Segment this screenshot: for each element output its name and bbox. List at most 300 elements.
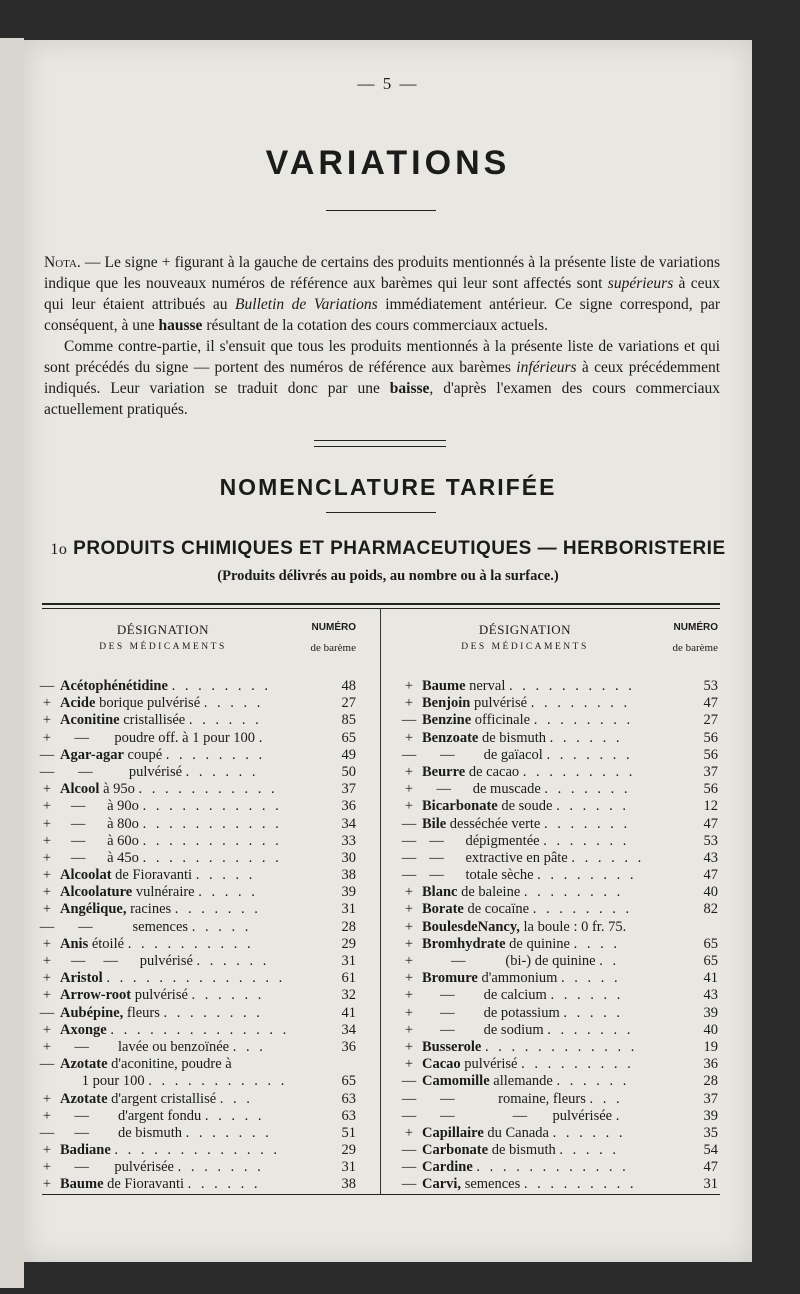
bareme-number: 43 (703, 987, 718, 1004)
product-detail: de cocaïne (463, 901, 530, 918)
variation-sign: — (39, 746, 55, 763)
table-row (38, 1039, 356, 1056)
variation-sign: + (42, 781, 52, 798)
product-bold: Acétophénétidine (60, 678, 168, 694)
table-row (38, 987, 356, 1004)
leader-dots: . . . . . . . . . . . . . . (110, 1021, 290, 1038)
section-title: PRODUITS CHIMIQUES ET PHARMACEUTIQUES — HERBORISTERIE (73, 538, 726, 559)
leader-dots: . . . . . . . (547, 1021, 634, 1038)
bareme-number: 39 (341, 884, 356, 901)
variation-sign: + (42, 1107, 52, 1124)
product-detail: de Fioravanti (111, 867, 193, 884)
product-detail: d'ammonium (477, 970, 558, 987)
variation-sign: + (404, 1004, 414, 1021)
table-row (400, 970, 718, 987)
leader-dots: . . . (219, 1090, 253, 1107)
product-detail: de baleine (457, 884, 521, 901)
variation-sign: + (404, 1038, 414, 1055)
product-name (422, 970, 684, 987)
variation-sign: + (404, 1056, 414, 1073)
product-name (422, 1056, 684, 1073)
product-detail: coupé (123, 746, 163, 763)
variation-sign: + (42, 1159, 52, 1176)
product-detail: de bismuth (488, 1142, 556, 1159)
product-name (422, 678, 684, 695)
bareme-number: 39 (703, 1107, 718, 1124)
leader-dots: . . . . . . . . . . . (148, 1073, 288, 1090)
leader-dots: . . . . . (191, 918, 252, 935)
bareme-number: 48 (341, 678, 356, 694)
page-number: — 5 — (357, 74, 419, 93)
product-name (60, 833, 322, 850)
product-detail: vulnéraire (132, 884, 195, 901)
bareme-number: 36 (703, 1056, 718, 1073)
product-bold: Benzine (422, 712, 472, 729)
variation-sign: — (401, 867, 417, 884)
leader-dots: . . . . . . . (544, 815, 631, 832)
leader-dots: . . . . (573, 935, 620, 952)
bareme-number: 49 (341, 746, 356, 763)
product-name (60, 970, 322, 987)
leader-dots: . . . . . . . . (530, 695, 631, 712)
product-detail: desséchée verte (446, 815, 541, 832)
product-detail: — — pulvérisée (422, 1107, 613, 1124)
product-bold: Aconitine (60, 712, 120, 729)
leader-dots: . . . . . . . . (163, 1004, 263, 1021)
variation-sign: — (39, 763, 55, 780)
bareme-number: 61 (341, 970, 356, 987)
variation-sign: + (42, 695, 52, 712)
bareme-number: 27 (703, 712, 718, 729)
variation-sign: — (39, 1124, 55, 1141)
leader-dots: . . . . . . . (543, 832, 630, 849)
product-name (422, 1005, 684, 1022)
table-row (400, 936, 718, 953)
bareme-number: 56 (703, 746, 718, 763)
product-bold: Axonge (60, 1021, 107, 1038)
table-column-divider (380, 608, 381, 1194)
leader-dots: . . . . . . . . . . (508, 678, 635, 694)
table-row (400, 884, 718, 901)
bareme-number: 53 (703, 678, 718, 694)
variation-sign: + (42, 987, 52, 1004)
nomenclature-underline (326, 512, 436, 513)
note-p1: Nota. — Le signe + figurant à la gauche de certains des produits mentionnés à la présente liste de variations indique que les nouveaux numéros de référence aux barèmes qui leur sont affectés sont supérieurs à ceux qui leur étaient attribués au Bulletin de Variations immédiatement antérieur. Ce signe correspond, par conséquent, à une hausse résultant de la cotation des cours commerciaux actuels. (44, 254, 721, 334)
table-row (400, 1091, 718, 1108)
table-row (38, 1176, 356, 1193)
leader-dots: . . . . . . . (546, 746, 633, 763)
product-name (422, 764, 684, 781)
leader-dots: . . . . . . . . . . . . . . (106, 970, 286, 987)
bareme-number: 28 (703, 1073, 718, 1090)
bareme-number: 31 (341, 901, 356, 918)
leader-dots: . . . . . . . (177, 1159, 264, 1176)
bareme-number: 54 (703, 1142, 718, 1159)
section-heading (24, 538, 752, 560)
product-detail: de quinine (505, 935, 570, 952)
leader-dots: . . . . . (195, 867, 256, 884)
table-row (400, 1159, 718, 1176)
bareme-number: 47 (703, 867, 718, 884)
product-detail: fleurs (123, 1004, 160, 1021)
section-number: 1o (50, 541, 68, 558)
bareme-number: 63 (341, 1107, 356, 1124)
product-detail: — d'argent fondu (60, 1107, 202, 1124)
table-row (400, 1108, 718, 1125)
variation-sign: + (404, 695, 414, 712)
right-column (400, 622, 718, 1194)
product-bold: Angélique, (60, 901, 127, 918)
leader-dots: . . . . . . . . . . . . (476, 1159, 629, 1176)
product-name (60, 747, 322, 764)
product-detail: — totale sèche (422, 867, 534, 884)
leader-dots: . . . . . . (556, 798, 629, 815)
table-row (38, 953, 356, 970)
product-bold: Beurre (422, 763, 466, 780)
table-row (400, 712, 718, 729)
variation-sign: + (42, 832, 52, 849)
table-row (400, 867, 718, 884)
leader-dots: . . . . . . (550, 987, 624, 1004)
product-name (60, 816, 322, 833)
table-row (400, 1125, 718, 1142)
variation-sign: + (404, 970, 414, 987)
product-bold: Baume (422, 678, 466, 694)
product-name (60, 1176, 322, 1193)
bareme-number: 12 (703, 798, 718, 815)
left-column (38, 622, 356, 1194)
product-detail: — — pulvérisé (60, 953, 193, 969)
variation-sign: + (404, 678, 414, 694)
variation-sign: + (42, 1038, 52, 1055)
variation-sign: — (401, 1073, 417, 1090)
bareme-number: 19 (703, 1038, 718, 1055)
leader-dots: . . . . . (563, 1004, 623, 1021)
variation-sign: — (39, 678, 55, 694)
leader-dots: . . . . . . (191, 987, 265, 1004)
product-bold: Carbonate (422, 1142, 489, 1159)
table-row (400, 678, 718, 695)
table-row (38, 901, 356, 918)
product-name (422, 936, 684, 953)
product-name (60, 1022, 322, 1039)
variation-sign: + (42, 867, 52, 884)
table-row (400, 798, 718, 815)
product-bold: Benzoate (422, 729, 479, 746)
bareme-number: 65 (341, 1073, 356, 1090)
bareme-number: 65 (703, 935, 718, 952)
product-name (60, 695, 322, 712)
product-detail: de cacao (465, 763, 520, 780)
product-name (422, 901, 684, 918)
table-row (400, 816, 718, 833)
variation-sign: + (404, 935, 414, 952)
bareme-number: 33 (341, 832, 356, 849)
variation-sign: — (401, 712, 417, 729)
page-title: VARIATIONS (265, 144, 511, 182)
product-name (60, 1005, 322, 1022)
product-detail: — lavée ou benzoïnée (60, 1038, 230, 1055)
product-detail: — à 45o (60, 849, 139, 866)
product-detail: allemande (489, 1073, 553, 1090)
product-bold: Agar-agar (60, 746, 124, 763)
bareme-number: 37 (703, 763, 718, 780)
product-name (422, 919, 684, 936)
variation-sign: + (42, 953, 52, 969)
bareme-number: 56 (703, 729, 718, 746)
product-name (60, 730, 322, 747)
product-name (422, 1091, 684, 1108)
product-name (60, 884, 322, 901)
table-row (400, 987, 718, 1004)
product-detail: pulvérisé (131, 987, 188, 1004)
product-detail: — (bi-) de quinine (422, 953, 596, 969)
product-detail: — de calcium (422, 987, 547, 1004)
product-name (60, 1125, 322, 1142)
product-bold: Carvi, (422, 1176, 462, 1193)
bareme-number: 41 (341, 1004, 356, 1021)
product-name (60, 1056, 322, 1073)
header-de-bareme: de barème (672, 642, 718, 654)
table-row (38, 781, 356, 798)
table-row (400, 901, 718, 918)
table-row (38, 970, 356, 987)
product-bold: Aubépine, (60, 1004, 124, 1021)
product-bold: Alcoolat (60, 867, 112, 884)
product-name (422, 816, 684, 833)
variation-sign: — (39, 918, 55, 935)
product-name (60, 712, 322, 729)
variation-sign: + (404, 1124, 414, 1141)
variation-sign: + (42, 1021, 52, 1038)
bareme-number: 65 (703, 953, 718, 969)
product-bold: BoulesdeNancy, (422, 918, 520, 935)
product-name (422, 1125, 684, 1142)
bareme-number: 43 (703, 849, 718, 866)
table-row (38, 695, 356, 712)
product-name (422, 867, 684, 884)
leader-dots: . . . . . . . (174, 901, 261, 918)
table-row (400, 1022, 718, 1039)
product-name (422, 1176, 684, 1193)
product-name (422, 798, 684, 815)
header-des-medicaments: DES MÉDICAMENTS (99, 642, 227, 652)
variation-sign: — (401, 849, 417, 866)
table-row (400, 730, 718, 747)
product-name (60, 987, 322, 1004)
product-detail: de bismuth (478, 729, 547, 746)
leader-dots: . . (599, 953, 620, 969)
bareme-number: 29 (341, 1142, 356, 1159)
leader-dots: . . . . . . . . (537, 867, 637, 884)
product-name (60, 867, 322, 884)
table-row (400, 850, 718, 867)
table-row (38, 816, 356, 833)
table-row (400, 1056, 718, 1073)
bareme-number: 38 (341, 1176, 356, 1193)
bareme-number: 41 (703, 970, 718, 987)
header-designation: DÉSIGNATION (116, 622, 210, 637)
leader-dots: . . . . . . . . . (522, 763, 636, 780)
variation-sign: + (42, 1176, 52, 1193)
product-detail: — semences (60, 918, 189, 935)
product-detail: — extractive en pâte (422, 849, 568, 866)
leader-dots: . . . . . . . . . . . . (484, 1038, 638, 1055)
product-name (422, 730, 684, 747)
table-row (38, 919, 356, 936)
leader-dots: . . . . . . (571, 849, 645, 866)
leader-dots: . . . . . . . . . . . (142, 798, 282, 815)
leader-dots: . . . . . . (549, 729, 623, 746)
variation-sign: + (42, 849, 52, 866)
product-bold: Camomille (422, 1073, 490, 1090)
table-top-rule (42, 603, 720, 609)
bareme-number: 65 (341, 729, 356, 746)
variation-sign: + (42, 1142, 52, 1159)
product-bold: Benjoin (422, 695, 471, 712)
variation-sign: — (401, 815, 417, 832)
leader-dots: . . . . . (559, 1142, 619, 1159)
product-name (422, 850, 684, 867)
product-detail: nerval (465, 678, 506, 694)
product-detail: — à 60o (60, 832, 139, 849)
right-rows (400, 678, 718, 1194)
table-row (38, 1142, 356, 1159)
product-bold: Baume (60, 1176, 104, 1193)
product-name (60, 764, 322, 781)
header-designation: DÉSIGNATION (478, 622, 572, 637)
bareme-number: 51 (341, 1124, 356, 1141)
product-detail: borique pulvérisé (95, 695, 201, 712)
variation-sign: + (404, 798, 414, 815)
leader-dots: . . . . . . . . (171, 678, 271, 694)
product-name (422, 747, 684, 764)
table-row (38, 1056, 356, 1073)
variation-sign: + (42, 798, 52, 815)
leader-dots: . . . . . . . . . . . (142, 849, 282, 866)
document-page (24, 40, 752, 1262)
leader-dots: . (258, 729, 266, 746)
product-name (422, 953, 684, 970)
bareme-number: 63 (341, 1090, 356, 1107)
bareme-number: 28 (341, 918, 356, 935)
product-bold: Azotate (60, 1056, 108, 1073)
product-name (60, 1159, 322, 1176)
product-detail: d'argent cristallisé (107, 1090, 217, 1107)
product-detail: de soude (497, 798, 553, 815)
variation-sign: + (404, 729, 414, 746)
bareme-number: 30 (341, 849, 356, 866)
product-bold: Azotate (60, 1090, 108, 1107)
variation-sign: + (404, 1021, 414, 1038)
product-detail: — romaine, fleurs (422, 1090, 586, 1107)
bareme-number: 40 (703, 884, 718, 901)
table-row (400, 833, 718, 850)
product-name (60, 1142, 322, 1159)
bareme-number: 37 (703, 1090, 718, 1107)
product-bold: Blanc (422, 884, 458, 901)
variation-sign: + (42, 729, 52, 746)
header-de-bareme: de barème (310, 642, 356, 654)
product-name (60, 953, 322, 970)
product-name (422, 987, 684, 1004)
table-row (400, 1176, 718, 1193)
product-bold: Alcool (60, 781, 100, 798)
bareme-number: 40 (703, 1021, 718, 1038)
leader-dots: . . . . . (198, 884, 258, 901)
leader-dots: . . . . . . (187, 1176, 261, 1193)
product-bold: Bile (422, 815, 447, 832)
table-bottom-rule (42, 1194, 720, 1195)
bareme-number: 31 (341, 953, 356, 969)
variation-sign: — (39, 1056, 55, 1073)
table-row (400, 1142, 718, 1159)
variation-sign: + (404, 781, 414, 798)
table-row (400, 953, 718, 970)
product-name (60, 850, 322, 867)
product-bold: Bromhydrate (422, 935, 506, 952)
bareme-number: 34 (341, 815, 356, 832)
table-row (400, 764, 718, 781)
product-bold: Arrow-root (60, 987, 132, 1004)
leader-dots: . . . . . . . . (523, 884, 624, 901)
header-numero: NUMÉRO (311, 622, 356, 633)
product-detail: du Canada (483, 1124, 549, 1141)
variation-sign: + (404, 901, 414, 918)
product-detail: de Fioravanti (103, 1176, 185, 1193)
bareme-number: 31 (703, 1176, 718, 1193)
table-row (38, 867, 356, 884)
table-row (400, 1039, 718, 1056)
column-header (400, 622, 718, 678)
product-detail: — de bismuth (60, 1124, 183, 1141)
variation-sign: + (42, 970, 52, 987)
product-detail: pulvérisé (460, 1056, 518, 1073)
leader-dots: . . . (589, 1090, 623, 1107)
product-detail: d'aconitine, poudre à (107, 1056, 232, 1073)
nomenclature-title: NOMENCLATURE TARIFÉE (219, 474, 557, 500)
bareme-number: 56 (703, 781, 718, 798)
product-name (60, 781, 322, 798)
variation-sign: + (42, 1090, 52, 1107)
product-name (422, 695, 684, 712)
variation-sign: + (404, 953, 414, 969)
product-name (60, 936, 322, 953)
product-detail: officinale (471, 712, 531, 729)
product-name (60, 1039, 322, 1056)
variation-sign: — (401, 1090, 417, 1107)
product-name (60, 1073, 322, 1090)
table-row (38, 1073, 356, 1090)
product-detail: — de sodium (422, 1021, 544, 1038)
variation-sign: — (401, 1176, 417, 1193)
product-bold: Anis (60, 935, 89, 952)
variation-sign: + (42, 884, 52, 901)
variation-sign: + (404, 987, 414, 1004)
table-row (38, 1125, 356, 1142)
leader-dots: . . . . . (204, 1107, 265, 1124)
column-header (38, 622, 356, 678)
note-paragraph (44, 252, 720, 420)
variation-sign: — (39, 1004, 55, 1021)
table-row (38, 747, 356, 764)
table-row (38, 850, 356, 867)
product-detail: — dépigmentée (422, 832, 540, 849)
bareme-number: 34 (341, 1021, 356, 1038)
product-detail: — pulvérisée (60, 1159, 174, 1176)
left-rows (38, 678, 356, 1194)
table-row (38, 884, 356, 901)
